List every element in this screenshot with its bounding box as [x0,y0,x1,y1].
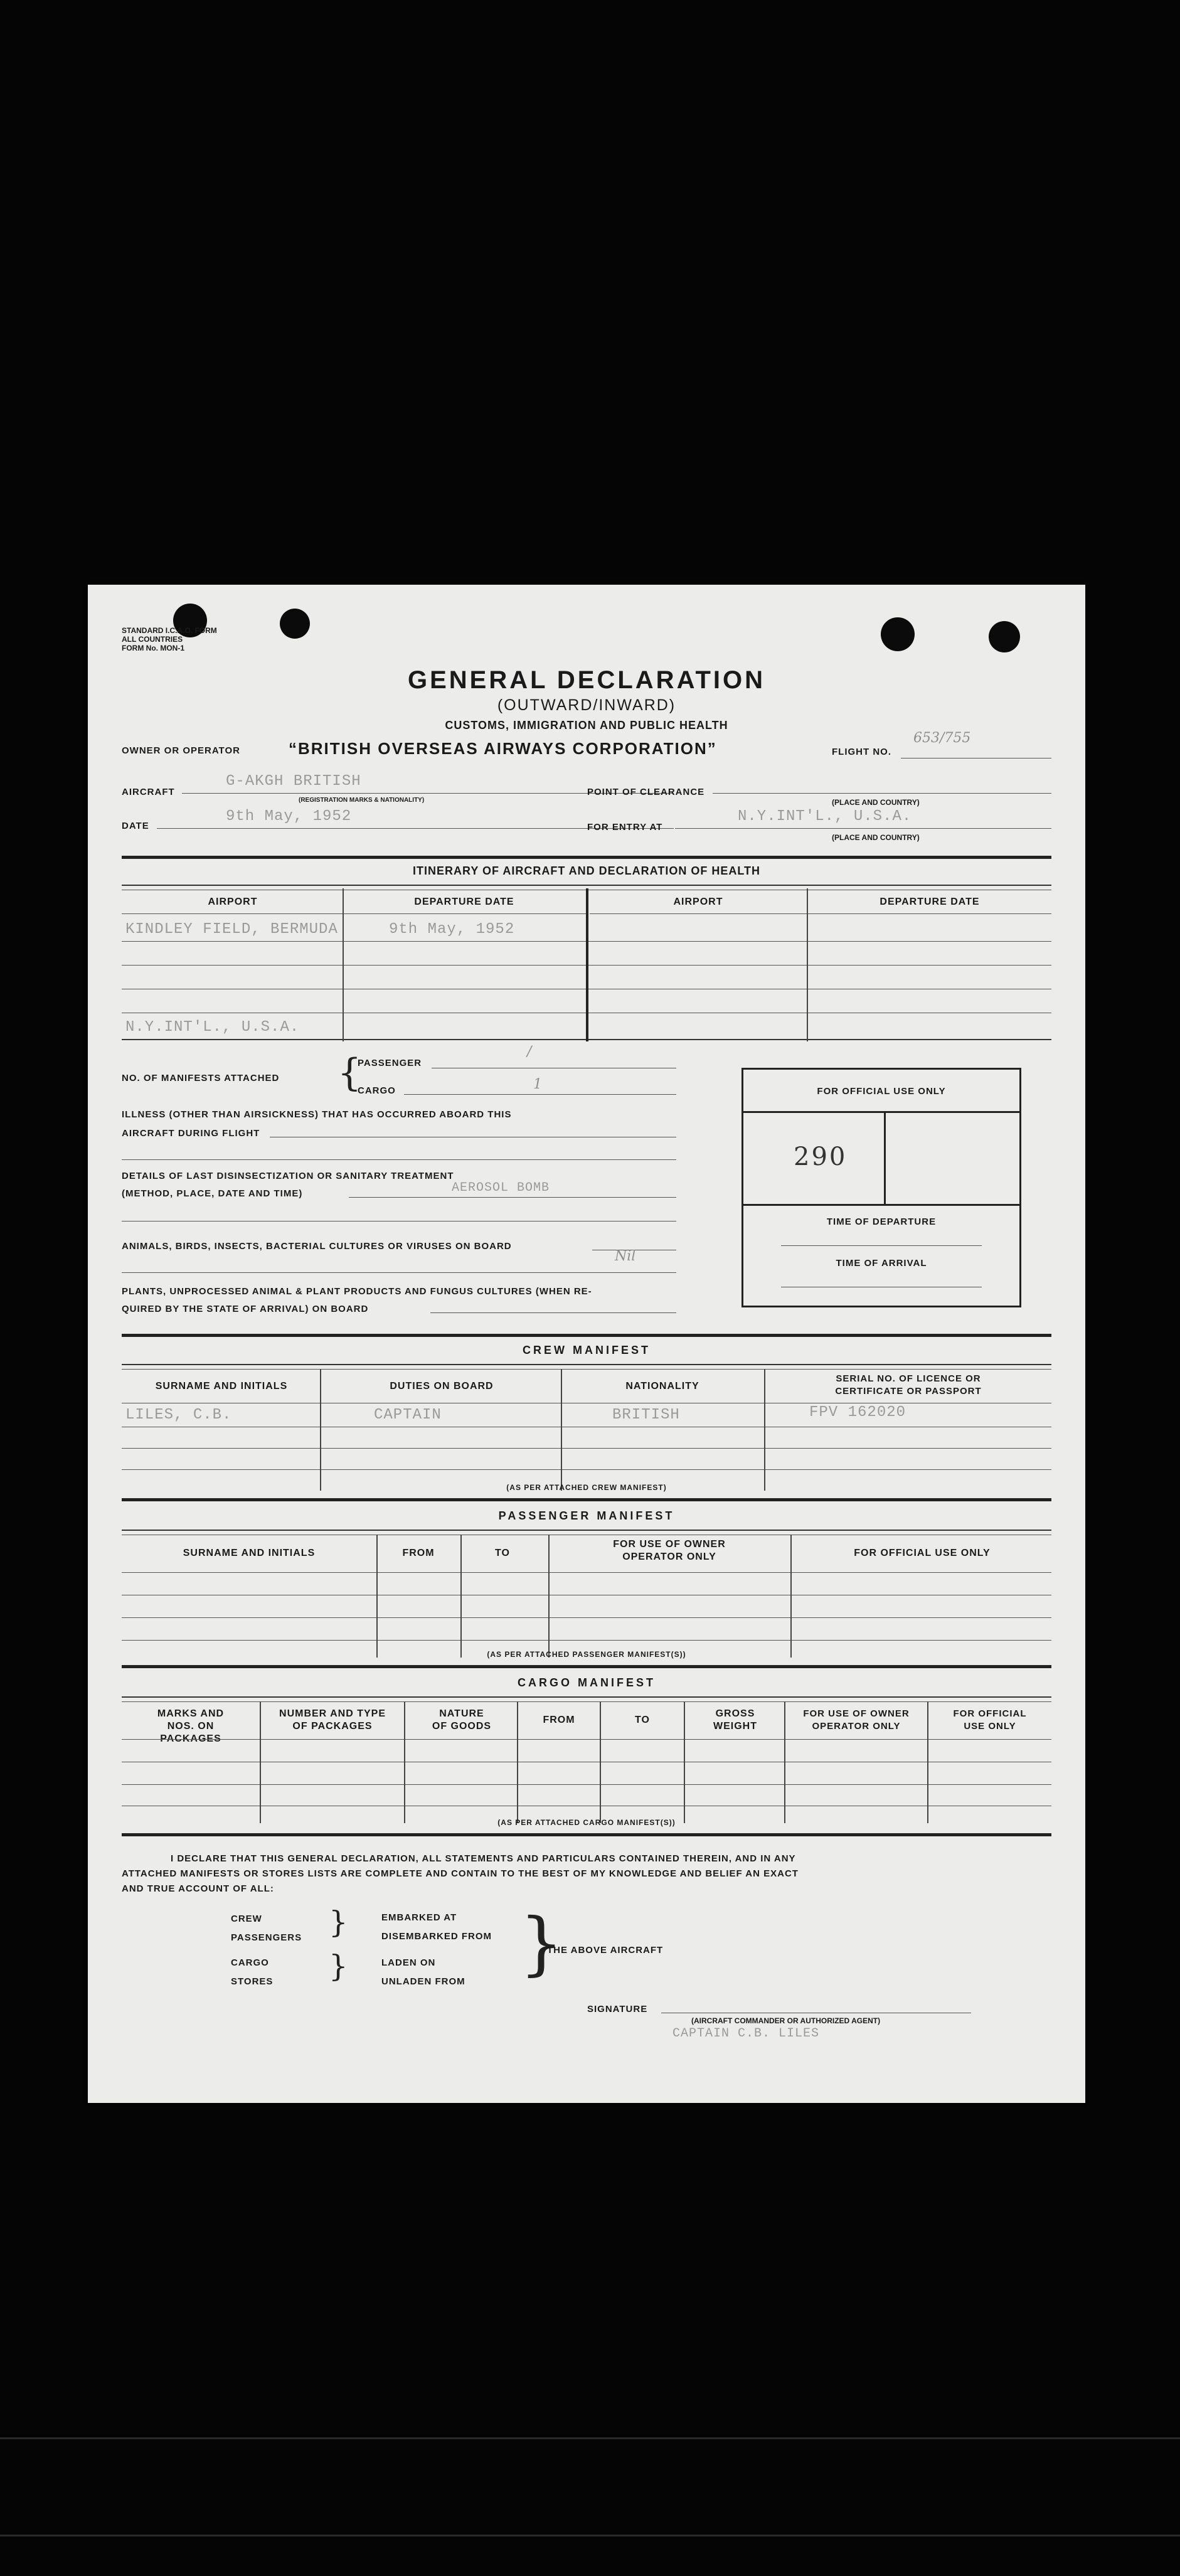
punch-hole [280,609,310,639]
crew-row-licence: FPV 162020 [809,1404,906,1421]
passenger-col-from: FROM [402,1548,435,1558]
punch-hole [989,621,1020,652]
aircraft-label: AIRCRAFT [122,787,175,797]
cargo-col-owner: FOR USE OF OWNER OPERATOR ONLY [803,1708,910,1732]
departure-time-label: TIME OF DEPARTURE [826,1216,937,1227]
owner-label: OWNER OR OPERATOR [122,745,240,756]
itinerary-row1-airport: KINDLEY FIELD, BERMUDA [125,921,338,938]
cargo-col-official: FOR OFFICIAL USE ONLY [953,1708,1027,1732]
itinerary-heading: ITINERARY OF AIRCRAFT AND DECLARATION OF HEALTH [413,865,760,877]
crew-col-nationality: NATIONALITY [625,1381,699,1392]
itinerary-col-airport-2: AIRPORT [673,897,723,907]
cargo-footnote: (AS PER ATTACHED CARGO MANIFEST(S)) [497,1818,676,1827]
entry-value: N.Y.INT'L., U.S.A. [738,808,912,825]
disinsect-value: AEROSOL BOMB [452,1181,550,1195]
clearance-label: POINT OF CLEARANCE [587,787,705,797]
arrival-time-label: TIME OF ARRIVAL [836,1258,927,1269]
passenger-col-to: TO [495,1548,510,1558]
itinerary-col-airport: AIRPORT [208,897,258,907]
itinerary-row1-date: 9th May, 1952 [389,921,515,938]
official-heading: FOR OFFICIAL USE ONLY [817,1086,946,1097]
punch-hole [881,617,915,651]
animals-label: ANIMALS, BIRDS, INSECTS, BACTERIAL CULTURES OR VIRUSES ON BOARD [122,1241,512,1252]
passenger-col-owner: FOR USE OF OWNER OPERATOR ONLY [613,1539,726,1562]
page-subtitle-2: CUSTOMS, IMMIGRATION AND PUBLIC HEALTH [445,719,728,732]
decl-embarked: EMBARKED AT [381,1912,457,1923]
page-subtitle: (OUTWARD/INWARD) [497,696,676,714]
passenger-heading: PASSENGER MANIFEST [498,1509,675,1522]
decl-unladen: UNLADEN FROM [381,1976,465,1987]
disinsect-label-2: (METHOD, PLACE, DATE AND TIME) [122,1188,303,1199]
official-use-box [741,1068,1021,1307]
date-value: 9th May, 1952 [226,808,352,825]
form-standard: STANDARD I.C.A.O. FORM ALL COUNTRIES FORM No. MON-1 [122,626,217,652]
decl-crew: CREW [231,1913,262,1924]
signature-label: SIGNATURE [587,2004,648,2014]
cargo-heading: CARGO MANIFEST [518,1676,656,1689]
disinsect-label: DETAILS OF LAST DISINSECTIZATION OR SANITARY TREATMENT [122,1171,454,1181]
aircraft-value: G-AKGH BRITISH [226,773,361,790]
clearance-sub: (PLACE AND COUNTRY) [832,798,920,807]
crew-col-duties: DUTIES ON BOARD [390,1381,494,1392]
decl-stores: STORES [231,1976,274,1987]
crew-col-serial: SERIAL NO. OF LICENCE OR CERTIFICATE OR PASSPORT [835,1373,982,1397]
itinerary-col-departure-2: DEPARTURE DATE [880,897,980,907]
aircraft-sub: (REGISTRATION MARKS & NATIONALITY) [299,797,425,804]
plants-label-2: QUIRED BY THE STATE OF ARRIVAL) ON BOARD [122,1304,369,1314]
crew-row-name: LILES, C.B. [125,1407,232,1424]
crew-row-duty: CAPTAIN [374,1407,442,1424]
manifests-label: NO. OF MANIFESTS ATTACHED [122,1073,280,1083]
decl-cargo: CARGO [231,1957,269,1968]
passenger-col-surname: SURNAME AND INITIALS [183,1548,316,1558]
cargo-col-to: TO [635,1715,650,1725]
crew-row-nationality: BRITISH [612,1407,680,1424]
passenger-count-label: PASSENGER [358,1058,422,1068]
cargo-col-marks: MARKS AND NOS. ON PACKAGES [157,1708,225,1744]
passenger-footnote: (AS PER ATTACHED PASSENGER MANIFEST(S)) [487,1650,686,1659]
illness-label: ILLNESS (OTHER THAN AIRSICKNESS) THAT HAS OCCURRED ABOARD THIS [122,1109,512,1120]
decl-above-aircraft: THE ABOVE AIRCRAFT [547,1945,664,1956]
declaration-form: STANDARD I.C.A.O. FORM ALL COUNTRIES FORM No. MON-1 GENERAL DECLARATION (OUTWARD/INWARD) CUSTOMS, IMMIGRATION AND PUBLIC HEALTH OWNER OR OPERATOR “BRITISH OVERSEAS AIRWAYS CORPORATION” FLIGHT NO. 653/755 AIRCRAFT G-AKGH BRITISH (REGISTRATION MARKS & NATIONALITY) POINT OF CLEARANCE (PLACE AND COUNTRY) DATE 9th May, 1952 FOR ENTRY AT N.Y.INT'L., U.S.A. (PLACE AND COUNTRY) ITINERARY OF AIRCRAFT AND DECLARATION OF HEALTH AIRPORT DEPARTURE DATE AIRPORT DEPARTURE DATE KINDLEY FIELD, BERMUDA 9th May, 1952 N.Y.INT'L., U.S.A. NO. OF MANIFESTS ATTACHED { PASSENGER / CARGO 1 ILLNESS (OTHER THAN AIRSICKNESS) THAT HAS OCCURRED ABOARD THIS AIRCRAFT DURING FLIGHT DETAILS OF LAST DISINSECTIZATION OR SANITARY TREATMENT (METHOD, PLACE, DATE AND TIME) AEROSOL BOMB ANIMALS, BIRDS, INSECTS, BACTERIAL CULTURES OR VIRUSES ON BOARD Nil PLANTS, UNPROCESSED ANIMAL & PLANT PRODUCTS AND FUNGUS CULTURES (WHEN RE- QUIRED BY THE STATE OF ARRIVAL) ON BOARD FOR OFFICIAL USE ONLY 290 TIME OF DEPARTURE TIME OF ARRIVAL CREW MANIFEST SURNAME AND INITIALS DUTIES ON BOARD NATIONALITY SERIAL NO. OF LICENCE OR CERTIFICATE OR PASSPORT LILES, C.B. CAPTAIN BRITISH FPV 162020 (AS PER ATTACHED CREW MANIFEST) PASSENGER MANIFEST SURNAME AND INITIALS FROM TO FOR USE OF OWNER OPERATOR ONLY FOR OFFICIAL USE ONLY (AS PER ATTACHED PASSENGER MANIFEST(S)) CARGO MANIFEST MARKS AND NOS. ON PACKAGES NUMBER AND TYPE OF PACKAGES NATURE OF GOODS FROM TO GROSS WEIGHT FOR USE OF OWNER OPERATOR ONLY FOR OFFICIAL USE ONLY (AS PER ATTACHED CARGO MANIFEST(S)) I DECLARE THAT THIS GENERAL DECLARATION, ALL STATEMENTS AND PARTICULARS CONTAINED THEREIN, AND IN ANY ATTACHED MANIFESTS OR STORES LISTS ARE COMPLETE AND CONTAIN TO THE BEST OF MY KNOWLEDGE AND BELIEF AN EXACT AND TRUE ACCOUNT OF ALL: CREW PASSENGERS } EMBARKED AT DISEMBARKED FROM CARGO STORES } LADEN ON UNLADEN FROM } THE ABOVE AIRCRAFT SIGNATURE (AIRCRAFT COMMANDER OR AUTHORIZED AGENT) CAPTAIN C.B. LILES [88,585,1085,2103]
declaration-line-1: I DECLARE THAT THIS GENERAL DECLARATION, ALL STATEMENTS AND PARTICULARS CONTAINED THEREIN, AND IN ANY [171,1853,796,1864]
decl-laden: LADEN ON [381,1957,436,1968]
animals-value: Nil [615,1248,636,1264]
signature-sub: (AIRCRAFT COMMANDER OR AUTHORIZED AGENT) [691,2016,881,2025]
cargo-count-value: 1 [533,1077,542,1092]
itinerary-last-airport: N.Y.INT'L., U.S.A. [125,1019,300,1036]
flight-label: FLIGHT NO. [832,747,891,757]
owner-value: “BRITISH OVERSEAS AIRWAYS CORPORATION” [289,739,717,758]
plants-label: PLANTS, UNPROCESSED ANIMAL & PLANT PRODUCTS AND FUNGUS CULTURES (WHEN RE- [122,1286,592,1297]
illness-label-2: AIRCRAFT DURING FLIGHT [122,1128,260,1139]
cargo-col-nature: NATURE OF GOODS [432,1708,492,1732]
crew-footnote: (AS PER ATTACHED CREW MANIFEST) [506,1483,667,1492]
decl-disembarked: DISEMBARKED FROM [381,1931,492,1942]
declaration-line-3: AND TRUE ACCOUNT OF ALL: [122,1883,274,1894]
cargo-col-weight: GROSS WEIGHT [713,1708,757,1732]
crew-heading: CREW MANIFEST [523,1344,651,1356]
passenger-count-value: / [527,1044,532,1060]
stamp-number: 290 [794,1142,848,1171]
crew-col-surname: SURNAME AND INITIALS [155,1381,288,1392]
decl-passengers: PASSENGERS [231,1932,302,1943]
cargo-col-from: FROM [543,1715,575,1725]
entry-sub: (PLACE AND COUNTRY) [832,833,920,842]
declaration-line-2: ATTACHED MANIFESTS OR STORES LISTS ARE COMPLETE AND CONTAIN TO THE BEST OF MY KNOWLEDGE AND BELIEF AN EXACT [122,1868,799,1879]
cargo-col-number: NUMBER AND TYPE OF PACKAGES [279,1708,386,1732]
date-label: DATE [122,821,149,831]
page-title: GENERAL DECLARATION [407,666,766,694]
passenger-col-official: FOR OFFICIAL USE ONLY [854,1548,991,1558]
signature-typed: CAPTAIN C.B. LILES [672,2026,820,2041]
entry-label: FOR ENTRY AT [587,822,663,833]
cargo-count-label: CARGO [358,1085,396,1096]
itinerary-col-departure: DEPARTURE DATE [414,897,514,907]
flight-value: 653/755 [913,730,971,746]
